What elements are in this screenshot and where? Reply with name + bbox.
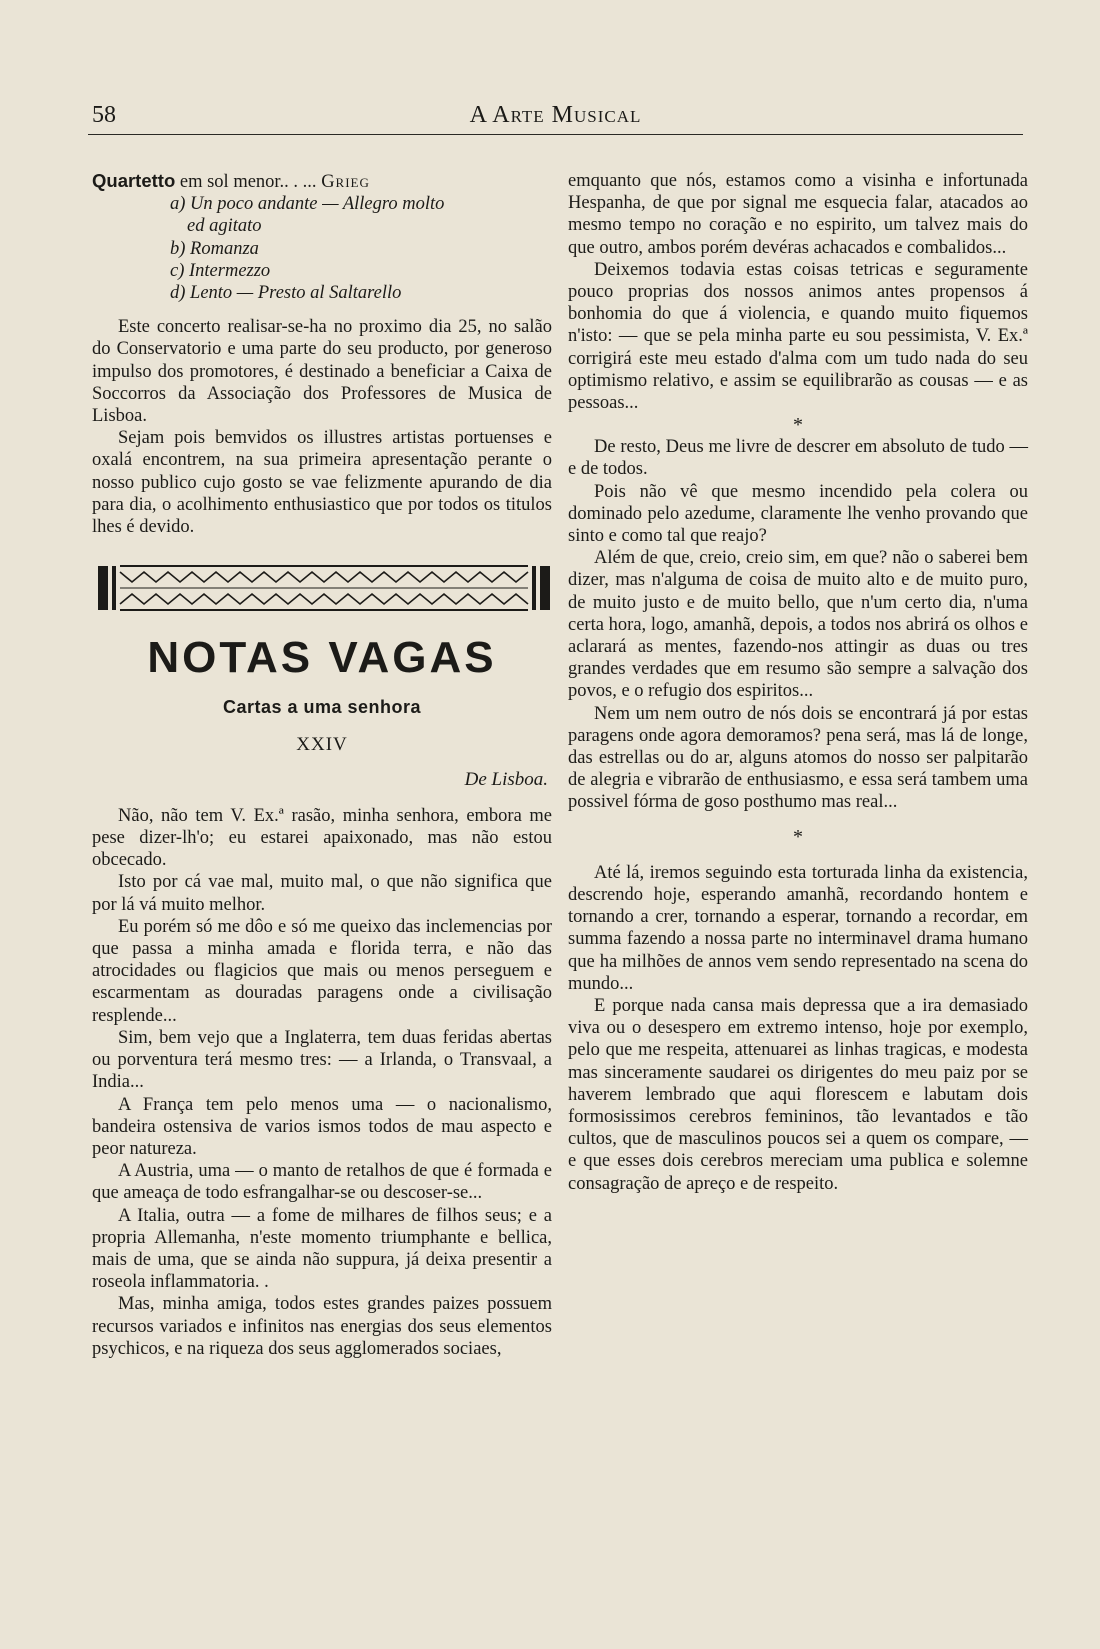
article-paragraph: Deixemos todavia estas coisas tetricas e seguramente pouco proprias dos nossos animos antes propensos á bonhomia do que á violencia, e quando muito fiquemos n'isto: — que se pela minha parte eu sou pessimista, V. Ex.ª corrigirá este meu estado d'alma com um tudo nada do seu optimismo relativo, e assim se equilibrarão as cousas — e as pessoas... xyxy=(568,259,1028,414)
article-subtitle: Cartas a uma senhora xyxy=(222,697,422,718)
movement-a: a) Un poco andante — Allegro molto xyxy=(170,194,445,215)
program-title: Quartetto xyxy=(92,170,176,191)
article-paragraph: Sim, bem vejo que a Inglaterra, tem duas feridas abertas ou porventura terá mesmo tres: — a Irlanda, o Transvaal, a India... xyxy=(92,1027,552,1093)
article-paragraph: Nem um nem outro de nós dois se encontrará já por estas paragens onde agora demoramos? pena será, mas lá de longe, das estrellas ou do ar, alguns atomos do nosso ser palpitarão de alegria e vibrarão de enthusiasmo, e essa será tambem uma possivel fórma de goso posthumo mas real... xyxy=(568,703,1028,813)
article-paragraph: Não, não tem V. Ex.ª rasão, minha senhora, embora me pese dizer-lh'o; eu estarei apaixonado, mas não estou obcecado. xyxy=(92,805,552,871)
article-paragraph: Mas, minha amiga, todos estes grandes paizes possuem recursos variados e infinitos nas energias dos seus elementos psychicos, e na riqueza dos seus agglomerados sociaes, xyxy=(92,1294,552,1359)
asterism-divider: * xyxy=(793,825,803,848)
page-header xyxy=(88,98,1023,135)
right-column xyxy=(568,170,1028,1195)
article-paragraph: Isto por cá vae mal, muito mal, o que não significa que por lá vá muito melhor. xyxy=(92,872,552,915)
running-title: A Arte Musical xyxy=(469,102,642,128)
program-heading xyxy=(92,170,552,193)
movement-c: c) Intermezzo xyxy=(170,260,271,281)
article-paragraph: A Austria, uma — o manto de retalhos de que é formada e que ameaça de todo esfrangalhar-se ou descoser-se... xyxy=(92,1161,552,1204)
asterism-divider: * xyxy=(793,414,803,437)
article-paragraph: emquanto que nós, estamos como a visinha e infortunada Hespanha, de que por signal me esquecia falar, atacados ao mesmo tempo no coração e no espirito, um talvez mais do que outro, ambos porém devéras achacados e combalidos... xyxy=(568,171,1028,258)
article-paragraph: E porque nada cansa mais depressa que a ira demasiado viva ou o desespero em extremo intenso, hoje por exemplo, pelo que me respeita, attenuarei as linhas tragicas, e modesta mas sinceramente saudarei os dirigentes do meu paiz por se haverem lembrado que aqui florescem e labutam dois formosissimos cerebros femininos, tão levantados e tão cultos, que de masculinos poucos sei a quem os compare, — e que esses dois cerebros mereciam uma publica e solemne consagração de apreço e de respeito. xyxy=(568,995,1028,1194)
movement-d: d) Lento — Presto al Saltarello xyxy=(170,283,402,304)
article-paragraph: De resto, Deus me livre de descrer em absoluto de tudo — e de todos. xyxy=(568,437,1028,480)
article-dateline: De Lisboa. xyxy=(464,768,548,790)
movement-b: b) Romanza xyxy=(170,238,259,259)
article-number: XXIV xyxy=(296,734,348,756)
ornamental-divider xyxy=(96,560,552,616)
article-paragraph: Até lá, iremos seguindo esta torturada linha da existencia, descrendo hoje, esperando amanhã, recordando hontem e tornando a crer, tornando a esperar, tornando a recordar, em summa fazendo a nossa parte no interminavel drama humano que ha milhões de annos vem sendo representado na scena do mundo... xyxy=(568,862,1028,994)
page-number: 58 xyxy=(92,102,116,128)
movement-a-continued: ed agitato xyxy=(187,216,262,237)
article-paragraph: Além de que, creio, creio sim, em que? não o saberei bem dizer, mas n'alguma de coisa de muito alto e de muito puro, de muito justo e de muito bello, que n'um certo dia, n'uma certa hora, logo, amanhã, depois, a todos nos abrirá os olhos e aclarará as mentes, fazendo-nos attingir as duas ou tres grandes verdades que em resumo são sempre a salvação dos povos, e o refugio dos espiritos... xyxy=(568,548,1028,702)
article-paragraph: Pois não vê que mesmo incendido pela colera ou dominado pelo azedume, claramente lhe venho provando que sinto e como tal que reajo? xyxy=(568,481,1028,547)
concert-paragraph: Este concerto realisar-se-ha no proximo dia 25, no salão do Conservatorio e uma parte do seu producto, por generoso impulso dos promotores, é destinado a beneficiar a Caixa de Soccorros da Associação dos Professores de Musica de Lisboa. xyxy=(92,317,552,427)
concert-paragraph: Sejam pois bemvidos os illustres artistas portuenses e oxalá encontrem, na sua primeira apresentação perante o nosso publico cujo gosto se vae felizmente apurando de dia para dia, o acolhimento enthusiastico que por todos os titulos lhes é devido. xyxy=(92,428,552,538)
left-column xyxy=(92,170,552,1360)
article-paragraph: Eu porém só me dôo e só me queixo das inclemencias por que passa a minha amada e florida terra, e não das atrocidades ou flagicios que mais ou menos perseguem e escarmentam as douradas paragens onde a civilisação resplende... xyxy=(92,916,552,1026)
article-paragraph: A França tem pelo menos uma — o nacionalismo, bandeira ostensiva de varios ismos todos de mau aspecto e peor natureza. xyxy=(92,1094,552,1159)
program-key: em sol menor.. . ... xyxy=(175,172,322,192)
article-paragraph: A Italia, outra — a fome de milhares de filhos seus; e a propria Allemanha, n'este momento triumphante e bellica, mais de uma, que se ainda não suppura, já deixa presentir a roseola inflammatoria. . xyxy=(92,1205,552,1293)
program-composer: Grieg xyxy=(321,172,370,192)
article-title: NOTAS VAGAS xyxy=(147,633,497,683)
